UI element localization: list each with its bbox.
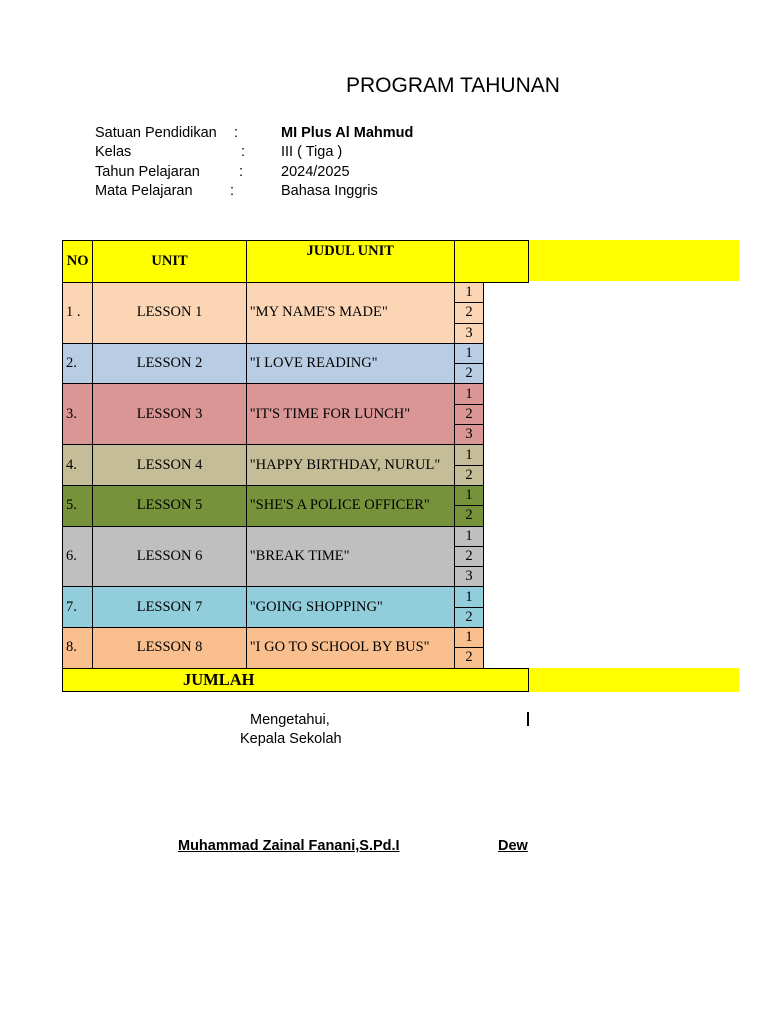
cell-no: 1 .: [63, 283, 93, 344]
cell-empty: [484, 607, 529, 627]
cell-sub-number: 1: [454, 526, 484, 546]
cell-empty: [484, 546, 529, 566]
table-row: [63, 384, 529, 404]
cell-sub-number: 2: [454, 364, 484, 384]
cell-no: 2.: [63, 343, 93, 384]
table-row: [63, 526, 529, 546]
cell-empty: [484, 485, 529, 505]
info-label: Satuan Pendidikan: [95, 125, 217, 141]
cell-unit: LESSON 1: [93, 283, 246, 344]
info-colon: :: [234, 125, 239, 141]
cell-sub-number: 3: [454, 425, 484, 445]
info-value: 2024/2025: [281, 163, 350, 180]
cell-sub-number: 3: [454, 323, 484, 343]
cell-empty: [484, 303, 529, 323]
info-value: Bahasa Inggris: [281, 182, 378, 199]
cell-sub-number: 2: [454, 303, 484, 323]
cell-judul: "IT'S TIME FOR LUNCH": [246, 384, 454, 445]
info-value: III ( Tiga ): [281, 144, 343, 161]
signature-right-name: Dew: [498, 838, 528, 854]
cell-empty: [484, 384, 529, 404]
cell-empty: [484, 343, 529, 363]
cell-sub-number: 1: [454, 343, 484, 363]
cell-sub-number: 1: [454, 628, 484, 648]
header-unit: UNIT: [93, 241, 246, 283]
cell-unit: LESSON 5: [93, 485, 246, 526]
cell-empty: [484, 587, 529, 607]
page-title: PROGRAM TAHUNAN: [346, 74, 560, 97]
info-colon: :: [241, 144, 246, 161]
table-row: [63, 445, 529, 465]
table-row: [63, 343, 529, 363]
cell-sub-number: 1: [454, 485, 484, 505]
cell-sub-number: 1: [454, 587, 484, 607]
cell-sub-number: 2: [454, 404, 484, 424]
cell-judul: "SHE'S A POLICE OFFICER": [246, 485, 454, 526]
cell-unit: LESSON 2: [93, 343, 246, 384]
header-no: NO: [63, 241, 93, 283]
cell-sub-number: 2: [454, 465, 484, 485]
cell-empty: [484, 283, 529, 303]
cell-sub-number: 1: [454, 384, 484, 404]
cell-no: 6.: [63, 526, 93, 587]
cell-sub-number: 2: [454, 546, 484, 566]
cell-sub-number: 2: [454, 506, 484, 526]
info-value: MI Plus Al Mahmud: [281, 125, 414, 141]
cell-empty: [484, 526, 529, 546]
table-row: [63, 485, 529, 505]
cell-sub-number: 1: [454, 283, 484, 303]
cell-judul: "BREAK TIME": [246, 526, 454, 587]
cell-unit: LESSON 7: [93, 587, 246, 628]
cell-empty: [484, 567, 529, 587]
cell-empty: [484, 445, 529, 465]
header-yellow-extension: [529, 240, 739, 281]
signature-mengetahui: Mengetahui,: [250, 712, 330, 728]
cell-no: 5.: [63, 485, 93, 526]
cell-sub-number: 1: [454, 445, 484, 465]
cell-empty: [484, 648, 529, 668]
table-row: [63, 283, 529, 303]
header-extra: [454, 241, 528, 283]
jumlah-row: [63, 668, 529, 691]
cell-sub-number: 2: [454, 648, 484, 668]
jumlah-label: JUMLAH: [63, 668, 529, 691]
cell-empty: [484, 628, 529, 648]
info-label: Tahun Pelajaran: [95, 163, 200, 180]
cell-empty: [484, 364, 529, 384]
cell-sub-number: 3: [454, 567, 484, 587]
cell-unit: LESSON 8: [93, 628, 246, 669]
cell-unit: LESSON 3: [93, 384, 246, 445]
table-row: [63, 587, 529, 607]
program-table: [62, 240, 529, 692]
info-label: Mata Pelajaran: [95, 182, 193, 199]
cell-no: 4.: [63, 445, 93, 486]
cell-no: 7.: [63, 587, 93, 628]
cell-unit: LESSON 4: [93, 445, 246, 486]
info-label: Kelas: [95, 144, 132, 161]
signature-right-mark: [527, 712, 529, 726]
info-colon: :: [239, 163, 244, 180]
header-judul: JUDUL UNIT: [246, 241, 454, 283]
cell-judul: "I LOVE READING": [246, 343, 454, 384]
cell-empty: [484, 323, 529, 343]
cell-sub-number: 2: [454, 607, 484, 627]
cell-no: 8.: [63, 628, 93, 669]
cell-judul: "I GO TO SCHOOL BY BUS": [246, 628, 454, 669]
cell-judul: "GOING SHOPPING": [246, 587, 454, 628]
jumlah-yellow-extension: [529, 668, 739, 692]
cell-judul: "HAPPY BIRTHDAY, NURUL": [246, 445, 454, 486]
signature-role: Kepala Sekolah: [240, 731, 342, 747]
cell-no: 3.: [63, 384, 93, 445]
cell-unit: LESSON 6: [93, 526, 246, 587]
cell-empty: [484, 465, 529, 485]
cell-empty: [484, 425, 529, 445]
cell-judul: "MY NAME'S MADE": [246, 283, 454, 344]
table-row: [63, 628, 529, 648]
header-row: [63, 241, 529, 283]
info-colon: :: [230, 182, 235, 199]
signature-left-name: Muhammad Zainal Fanani,S.Pd.I: [178, 838, 400, 854]
cell-empty: [484, 506, 529, 526]
cell-empty: [484, 404, 529, 424]
